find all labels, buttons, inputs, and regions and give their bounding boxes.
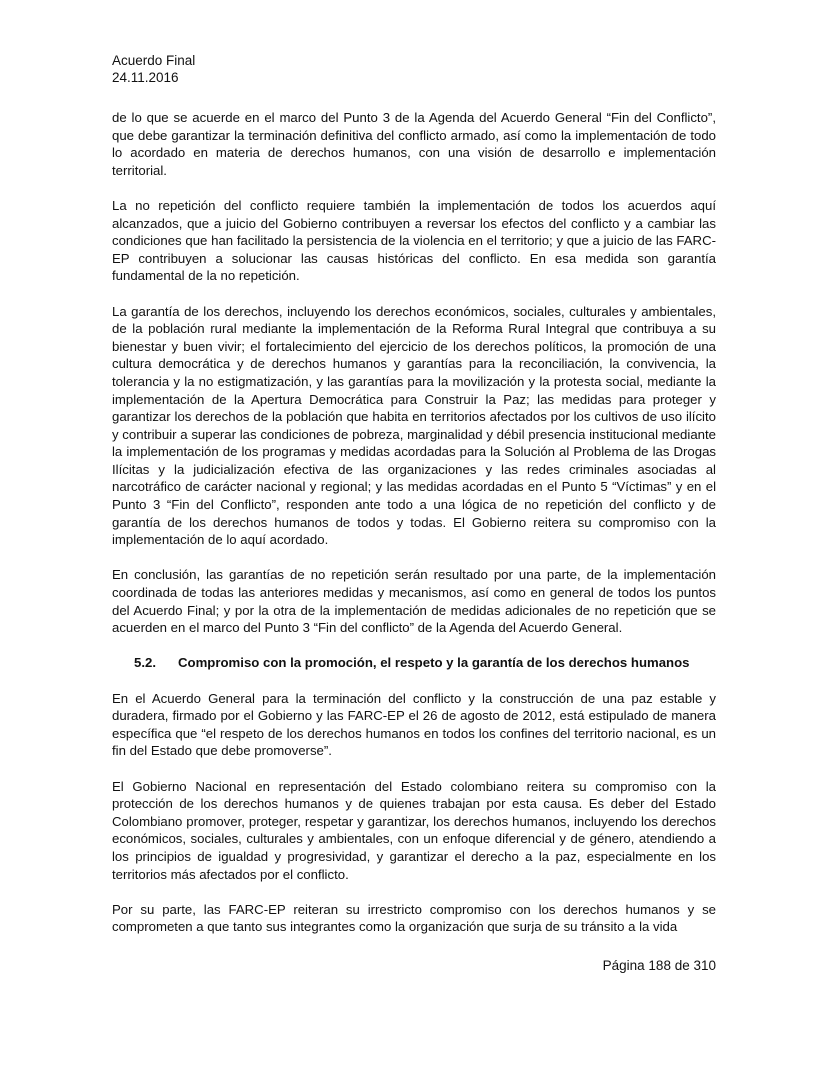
paragraph: de lo que se acuerde en el marco del Punto 3 de la Agenda del Acuerdo General “Fin del Conflicto”, que debe garantizar la terminación definitiva del conflicto armado, así como la implementación de todo lo acordado en materia de derechos humanos, con una visión de desarrollo e implementación territorial.: [112, 110, 716, 178]
document-title: Acuerdo Final: [112, 53, 196, 68]
document-body: [112, 109, 716, 954]
section-title: Compromiso con la promoción, el respeto y la garantía de los derechos humanos: [178, 655, 690, 671]
paragraph: La no repetición del conflicto requiere también la implementación de todos los acuerdos aquí alcanzados, que a juicio del Gobierno contribuyen a reversar los efectos del conflicto y a cambiar las condiciones que han facilitado la persistencia de la violencia en el territorio; y que a juicio de las FARC-EP contribuyen a solucionar las causas históricas del conflicto. En esa medida son garantía fundamental de la no repetición.: [112, 197, 716, 284]
paragraph: Por su parte, las FARC-EP reiteran su irrestricto compromiso con los derechos humanos y se comprometen a que tanto sus integrantes como la organización que surja de su tránsito a la vida: [112, 901, 716, 935]
section-heading: [112, 654, 716, 672]
section-number: 5.2.: [134, 655, 156, 671]
paragraph: La garantía de los derechos, incluyendo los derechos económicos, sociales, culturales y ambientales, de la población rural mediante la implementación de la Reforma Rural Integral que contribuya a su bienestar y buen vivir; el fortalecimiento del ejercicio de los derechos políticos, la promoción de una cultura democrática y de derechos humanos y garantías para la reconciliación, la convivencia, la tolerancia y la no estigmatización, y las garantías para la movilización y la protesta social, mediante la implementación de la Apertura Democrática para Construir la Paz; las medidas para proteger y garantizar los derechos de la población que habita en territorios afectados por los cultivos de uso ilícito y contribuir a superar las condiciones de pobreza, marginalidad y débil presencia institucional mediante la implementación de los programas y medidas acordadas para la Solución al Problema de las Drogas Ilícitas y la judicialización efectiva de las organizaciones y las redes criminales asociadas al narcotráfico de carácter nacional y regional; y las medidas acordadas en el Punto 5 “Víctimas” y en el Punto 3 “Fin del Conflicto”, responden ante todo a una lógica de no repetición del conflicto y de garantía de los derechos humanos de todos y todas. El Gobierno reitera su compromiso con la implementación de lo aquí acordado.: [112, 303, 716, 548]
document-date: 24.11.2016: [112, 70, 179, 85]
page-number: Página 188 de 310: [602, 958, 716, 973]
paragraph: El Gobierno Nacional en representación del Estado colombiano reitera su compromiso con la protección de los derechos humanos y de quienes trabajan por esta causa. Es deber del Estado Colombiano promover, proteger, respetar y garantizar, los derechos humanos, incluyendo los derechos económicos, sociales, culturales y ambientales, con un enfoque diferencial y de género, atendiendo a los principios de igualdad y progresividad, y garantizar el derecho a la paz, especialmente en los territorios más afectados por el conflicto.: [112, 778, 716, 882]
page-header: [112, 52, 195, 86]
paragraph: En conclusión, las garantías de no repetición serán resultado por una parte, de la implementación coordinada de todas las anteriores medidas y mecanismos, así como en general de todos los puntos del Acuerdo Final; y por la otra de la implementación de medidas adicionales de no repetición que se acuerden en el marco del Punto 3 “Fin del conflicto” de la Agenda del Acuerdo General.: [112, 567, 716, 636]
paragraph: En el Acuerdo General para la terminación del conflicto y la construcción de una paz estable y duradera, firmado por el Gobierno y las FARC-EP el 26 de agosto de 2012, está estipulado de manera específica que “el respeto de los derechos humanos en todos los confines del territorio nacional, es un fin del Estado que debe promoverse”.: [112, 690, 716, 759]
